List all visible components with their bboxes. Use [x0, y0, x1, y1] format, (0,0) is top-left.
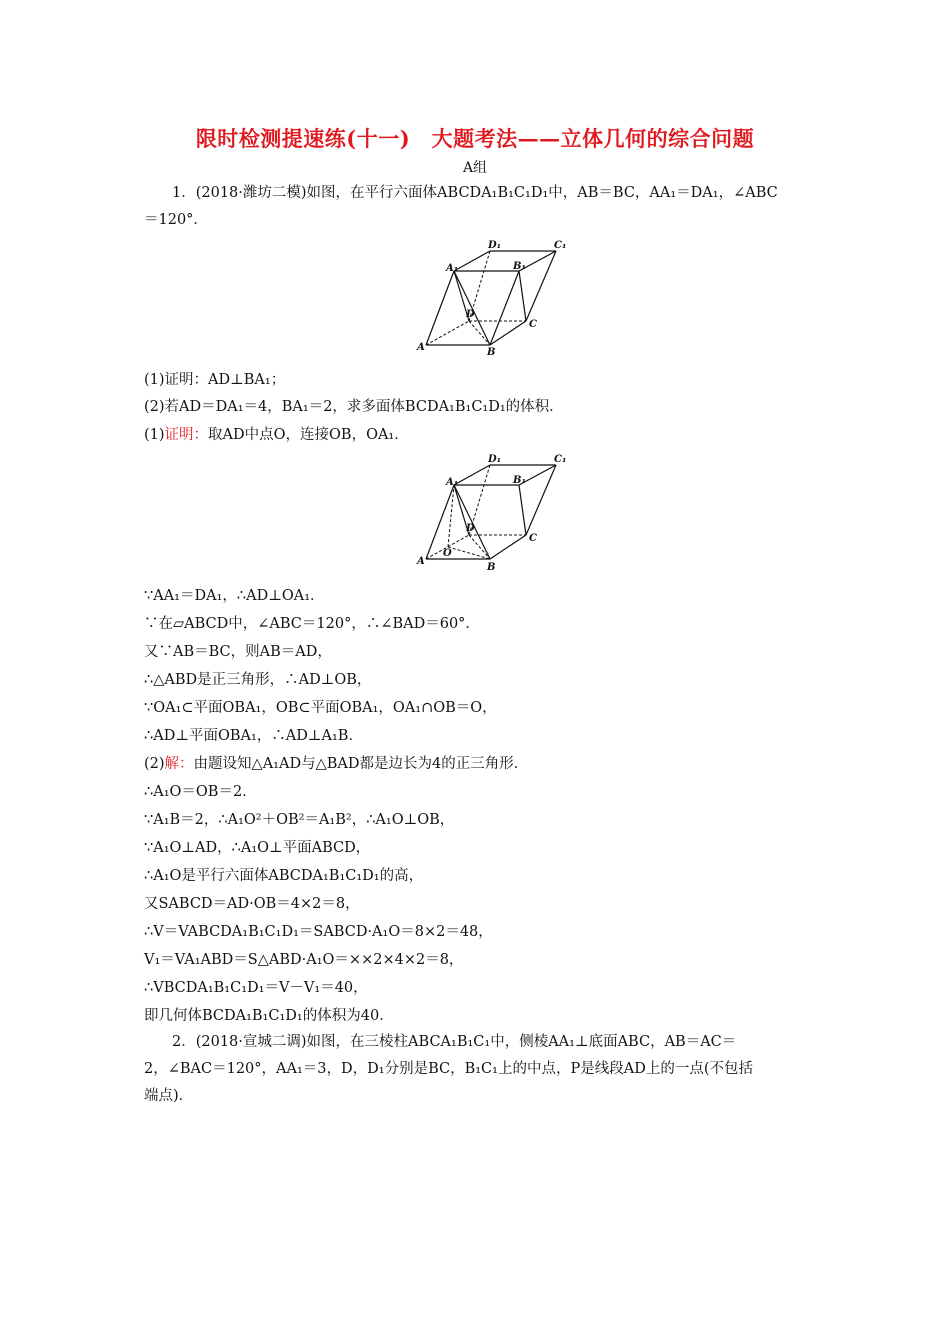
- figure-parallelepiped-2: [410, 452, 590, 576]
- problem-1-line-1: 1．(2018·潍坊二模)如图，在平行六面体ABCDA₁B₁C₁D₁中，AB＝BC，AA₁＝DA₁，∠ABC: [172, 185, 778, 201]
- solution-1-prefix: (1): [144, 427, 165, 443]
- page-title: 限时检测提速练(十一) 大题考法——立体几何的综合问题: [195, 126, 755, 151]
- solution-2-line-5: 又SABCD＝AD·OB＝4×2＝8，: [144, 896, 360, 912]
- problem-1-line-2: ＝120°．: [144, 212, 208, 228]
- label-d1: D₁: [488, 454, 502, 465]
- solution-2-line-9: 即几何体BCDA₁B₁C₁D₁的体积为40．: [144, 1008, 394, 1024]
- label-d1: D₁: [488, 240, 502, 251]
- label-b: B: [487, 562, 496, 573]
- problem-1-q1: (1)证明：AD⊥BA₁；: [144, 372, 286, 388]
- solution-1-line-6: ∴AD⊥平面OBA₁，∴AD⊥A₁B．: [144, 728, 363, 744]
- solution-2-intro: 由题设知△A₁AD与△BAD都是边长为4的正三角形．: [193, 756, 529, 772]
- solution-1-line-3: 又∵AB＝BC，则AB＝AD，: [144, 644, 332, 660]
- label-d: D: [466, 309, 475, 320]
- solution-1-intro: 取AD中点O，连接OB，OA₁．: [208, 427, 409, 443]
- label-c: C: [529, 319, 537, 330]
- solution-1-header: [144, 425, 409, 445]
- solution-2-header: [144, 754, 528, 774]
- label-c1: C₁: [554, 240, 567, 251]
- solution-1-line-1: ∵AA₁＝DA₁，∴AD⊥OA₁．: [144, 588, 325, 604]
- solution-2-line-2: ∵A₁B＝2，∴A₁O²＋OB²＝A₁B²，∴A₁O⊥OB，: [144, 812, 455, 828]
- label-a1: A₁: [446, 263, 459, 274]
- solution-2-line-7: V₁＝VA₁ABD＝S△ABD·A₁O＝××2×4×2＝8，: [144, 952, 464, 968]
- solution-1-line-5: ∵OA₁⊂平面OBA₁，OB⊂平面OBA₁，OA₁∩OB＝O，: [144, 700, 497, 716]
- solution-2-line-6: ∴V＝VABCDA₁B₁C₁D₁＝SABCD·A₁O＝8×2＝48，: [144, 924, 493, 940]
- solution-2-line-1: ∴A₁O＝OB＝2．: [144, 784, 257, 800]
- label-d: D: [466, 523, 475, 534]
- label-a: A: [417, 556, 425, 567]
- answer-label: 解：: [164, 756, 194, 772]
- solution-2-line-3: ∵A₁O⊥AD，∴A₁O⊥平面ABCD，: [144, 840, 371, 856]
- problem-1-q2: (2)若AD＝DA₁＝4，BA₁＝2，求多面体BCDA₁B₁C₁D₁的体积．: [144, 399, 564, 415]
- label-b1: B₁: [513, 475, 526, 486]
- figure-parallelepiped-1: [410, 238, 590, 358]
- solution-1-line-2: ∵在▱ABCD中，∠ABC＝120°，∴∠BAD＝60°．: [144, 616, 480, 632]
- solution-2-line-8: ∴VBCDA₁B₁C₁D₁＝V－V₁＝40，: [144, 980, 368, 996]
- proof-label: 证明：: [164, 427, 209, 443]
- label-c1: C₁: [554, 454, 567, 465]
- label-a1: A₁: [446, 477, 459, 488]
- label-b1: B₁: [513, 261, 526, 272]
- group-label: A组: [462, 160, 488, 176]
- problem-2-line-3: 端点)．: [144, 1088, 194, 1104]
- solution-2-prefix: (2): [144, 756, 165, 772]
- label-o: O: [443, 548, 452, 559]
- problem-2-line-2: 2，∠BAC＝120°，AA₁＝3，D，D₁分别是BC，B₁C₁上的中点，P是线段AD上的一点(不包括: [144, 1061, 753, 1077]
- label-c: C: [529, 533, 537, 544]
- label-a: A: [417, 342, 425, 353]
- problem-2-line-1: 2．(2018·宣城二调)如图，在三棱柱ABCA₁B₁C₁中，侧棱AA₁⊥底面ABC，AB＝AC＝: [172, 1034, 737, 1050]
- solution-1-line-4: ∴△ABD是正三角形，∴AD⊥OB，: [144, 672, 372, 688]
- solution-2-line-4: ∴A₁O是平行六面体ABCDA₁B₁C₁D₁的高，: [144, 868, 424, 884]
- label-b: B: [487, 347, 496, 358]
